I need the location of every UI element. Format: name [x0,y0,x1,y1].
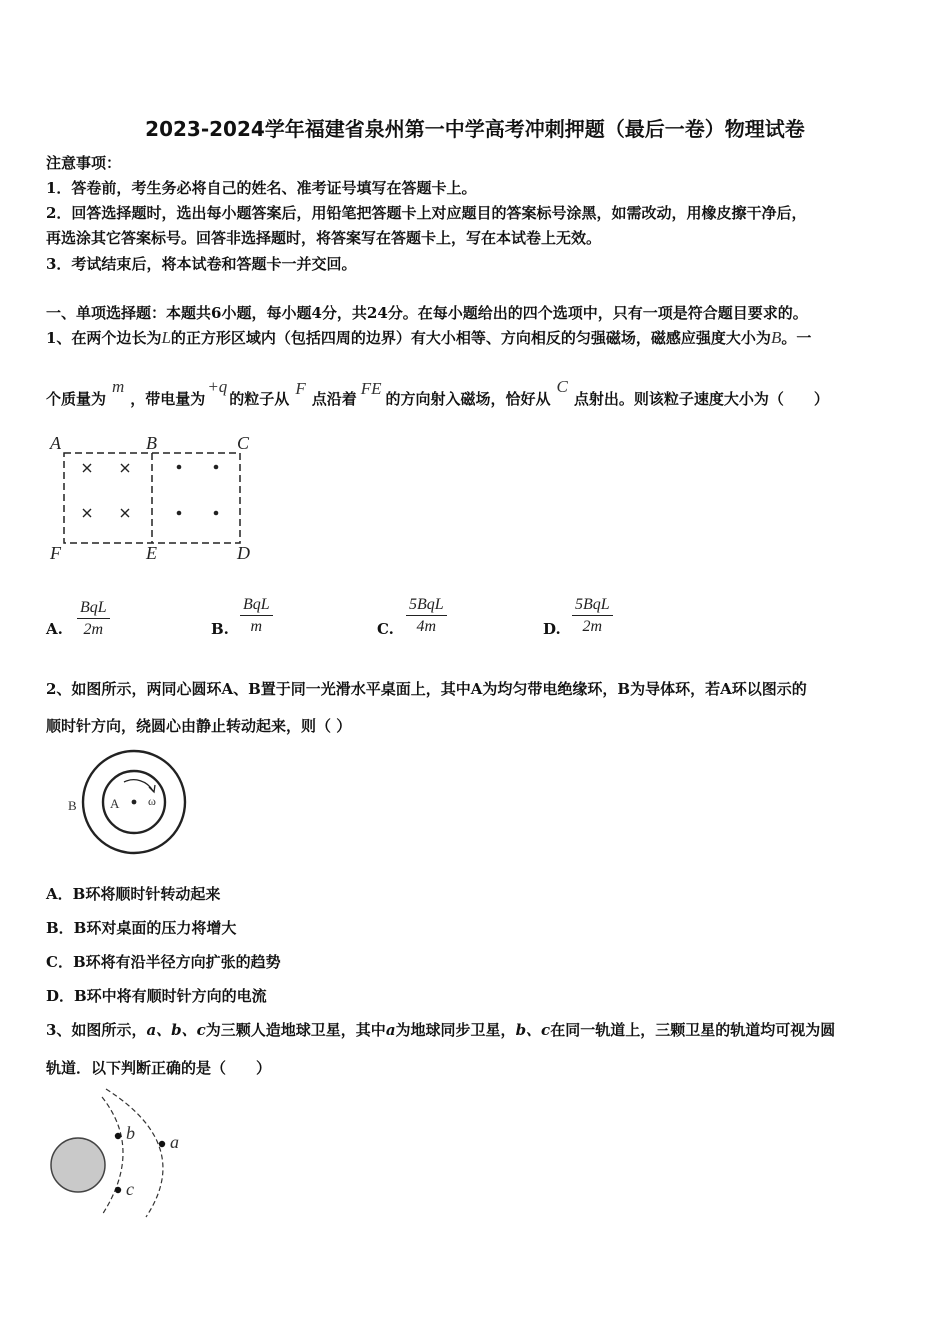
page-title: 2023-2024学年福建省泉州第一中学高考冲刺押题（最后一卷）物理试卷 [145,117,805,141]
q1-text: 个质量为 [46,390,107,408]
rotation-arrow-icon [124,780,153,791]
q1-sym-m: m [112,377,125,396]
notice-heading: 注意事项： [46,154,122,172]
fraction-numerator: BqL [240,595,273,616]
satellite-label-a: a [170,1132,179,1152]
q1-sym-q: +q [207,377,228,396]
ring-center-dot [132,800,137,805]
q3-text: 为地球同步卫星， [395,1021,516,1039]
ring-label-b: B [68,798,77,813]
q1-text: 的方向射入磁场，恰好从 [385,390,551,408]
satellite-c [115,1187,121,1193]
ring-label-a: A [110,796,120,811]
point-label-E: E [146,543,157,563]
q1-text: 的粒子从 [229,390,290,408]
q3-sats-bc: b、c [515,1021,551,1039]
q1-text: 1、在两个边长为 [46,329,162,347]
fraction-denominator: m [250,618,263,635]
satellite-a [159,1141,165,1147]
q1-sym-B: B [770,328,782,347]
q3-figure [44,1085,204,1225]
notice-line-2b: 再选涂其它答案标号。回答非选择题时，将答案写在答题卡上，写在本试卷上无效。 [46,229,602,247]
earth [51,1138,105,1192]
point-label-A: A [50,433,61,453]
fraction-denominator: 2m [83,621,104,638]
q1-option-b-fraction [240,595,273,638]
satellite-label-b: b [126,1123,135,1143]
q1-text: 点射出。则该粒子速度大小为（ ） [573,390,829,408]
q1-line-2 [46,377,829,409]
fraction-numerator: 5BqL [406,595,447,616]
omega-label: ω [148,794,156,808]
q2-figure [62,745,197,860]
q1-option-c-fraction [406,595,447,638]
point-label-C: C [237,433,250,453]
q1-text: 。一 [781,329,812,347]
notice-line-3: 3．考试结束后，将本试卷和答题卡一并交回。 [46,255,357,273]
q1-text: ，带电量为 [130,390,206,408]
fraction-denominator: 2m [582,618,603,635]
q1-figure [44,430,264,565]
q1-option-b-label: B. [211,620,229,638]
point-label-B: B [146,433,157,453]
q1-option-d-fraction [572,595,613,638]
q3-line-1 [46,1019,835,1040]
q2-option-d: D．B环中将有顺时针方向的电流 [46,987,267,1005]
orbit-bc [102,1097,123,1215]
q2-line-1: 2、如图所示，两同心圆环A、B置于同一光滑水平桌面上，其中A为均匀带电绝缘环，B为导体环，若A环以图示的 [46,680,807,698]
q1-line-1 [46,327,811,348]
satellite-label-c: c [126,1179,134,1199]
q3-satellites: a、b、c [146,1021,206,1039]
q2-option-b: B．B环对桌面的压力将增大 [46,919,237,937]
fraction-denominator: 4m [416,618,437,635]
fraction-numerator: 5BqL [572,595,613,616]
q1-sym-L: L [161,328,171,347]
field-into-page-marks [83,464,129,517]
q3-text: 为三颗人造地球卫星，其中 [205,1021,386,1039]
notice-line-2a: 2．回答选择题时，选出每小题答案后，用铅笔把答题卡上对应题目的答案标号涂黑，如需改动，用橡皮擦干净后， [46,204,807,222]
orbit-a [106,1089,163,1217]
q3-text: 3、如图所示， [46,1021,147,1039]
q1-text: 点沿着 [311,390,357,408]
satellite-b [115,1133,121,1139]
q2-option-a: A．B环将顺时针转动起来 [46,885,221,903]
point-label-F: F [50,543,61,563]
q1-sym-FE: FE [360,379,382,398]
fraction-numerator: BqL [77,598,110,619]
field-out-of-page-dots [177,465,219,516]
q3-line-2: 轨道．以下判断正确的是（ ） [46,1059,272,1077]
q1-option-c-label: C. [377,620,394,638]
q1-text: 的正方形区域内（包括四周的边界）有大小相等、方向相反的匀强磁场，磁感应强度大小为 [170,329,771,347]
q1-sym-F: F [295,379,306,398]
q3-sat-a: a [385,1021,396,1039]
point-label-D: D [237,543,250,563]
q2-line-2: 顺时针方向，绕圆心由静止转动起来，则（ ） [46,717,352,735]
section-heading: 一、单项选择题：本题共6小题，每小题4分，共24分。在每小题给出的四个选项中，只有一项是符合题目要求的。 [46,304,808,322]
q1-option-a-fraction [77,598,110,641]
q1-option-d-label: D. [543,620,561,638]
q1-sym-C: C [556,377,568,396]
notice-line-1: 1．答卷前，考生务必将自己的姓名、准考证号填写在答题卡上。 [46,179,477,197]
q1-option-a-label: A. [46,620,63,638]
q2-option-c: C．B环将有沿半径方向扩张的趋势 [46,953,281,971]
q3-text: 在同一轨道上，三颗卫星的轨道均可视为圆 [550,1021,836,1039]
